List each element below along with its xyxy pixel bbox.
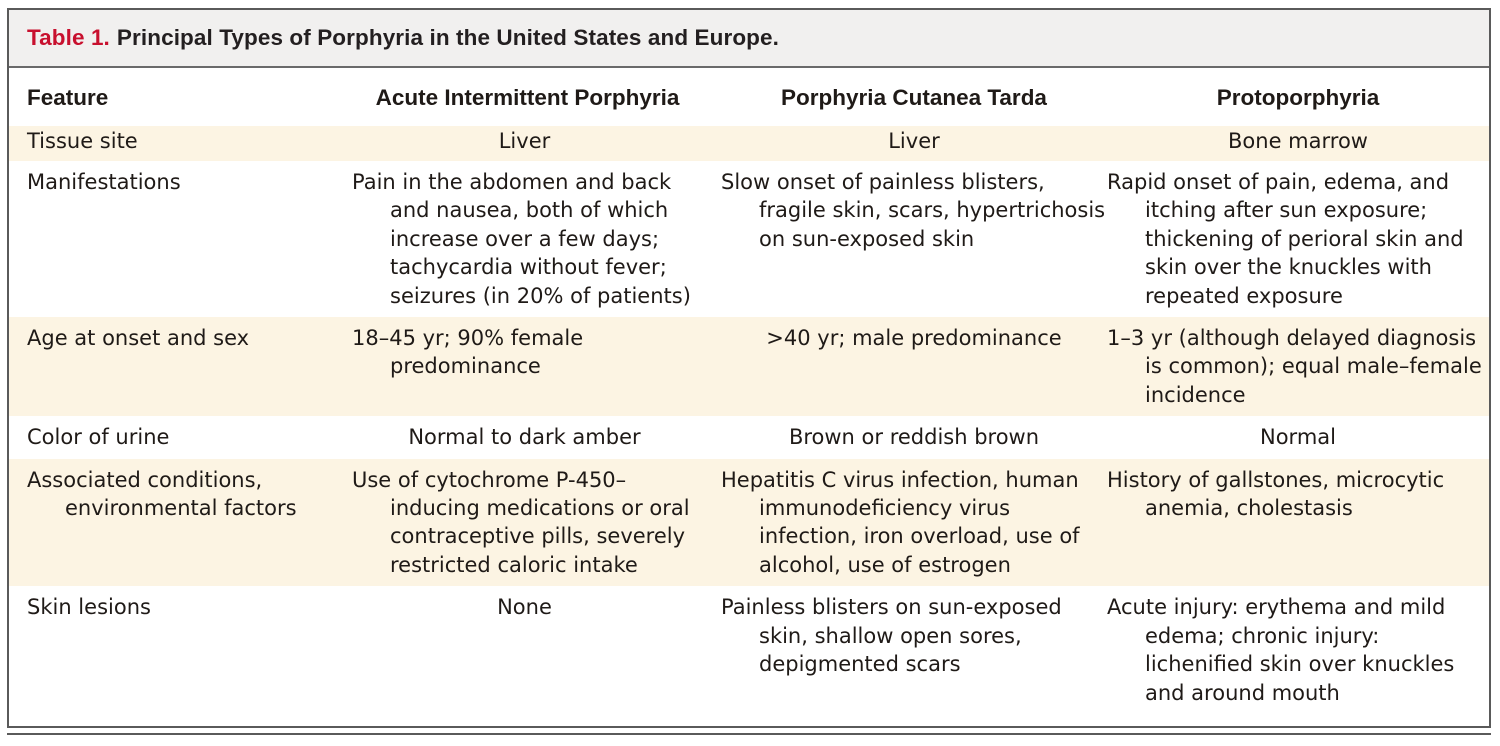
cell-pct: Brown or reddish brown (788, 425, 1040, 450)
cell-pct: Painless blisters on sun-exposed skin, shallow open sores, depigmented scars (721, 595, 1062, 677)
porphyria-table (9, 68, 1489, 714)
cell-pp: 1–3 yr (although delayed diagnosis is common); equal male–female incidence (1107, 317, 1489, 416)
bottom-rule (7, 733, 1491, 735)
header-porphyria-cutanea-tarda: Porphyria Cutanea Tarda (781, 84, 1047, 110)
row-feature: Manifestations (27, 170, 181, 194)
table-caption (9, 10, 1489, 68)
table-row (9, 416, 1489, 458)
header-feature: Feature (27, 84, 109, 110)
cell-pp: Normal (1260, 425, 1336, 450)
cell-aip: None (497, 595, 552, 620)
cell-pct: Hepatitis C virus infection, human immunodeficiency virus infection, iron overload, use of alcohol, use of estrogen (721, 459, 1107, 587)
table-row (9, 459, 1489, 587)
table-row (9, 317, 1489, 416)
cell-pp: Acute injury: erythema and mild edema; chronic injury: lichenified skin over knuckles and around mouth (1107, 595, 1455, 705)
cell-aip: Use of cytochrome P-450–inducing medications or oral contraceptive pills, severely restricted caloric intake (334, 459, 721, 587)
cell-pct: >40 yr; male predominance (721, 317, 1107, 416)
table-row (9, 126, 1489, 161)
cell-pp: History of gallstones, microcytic anemia, cholestasis (1107, 459, 1489, 587)
header-protoporphyria: Protoporphyria (1216, 84, 1380, 110)
table-frame (7, 8, 1491, 728)
cell-aip: Normal to dark amber (408, 425, 641, 450)
row-feature: Associated conditions, environmental factors (9, 459, 334, 587)
row-feature: Skin lesions (27, 595, 151, 620)
cell-pct: Liver (721, 126, 1107, 161)
table-number: Table 1. (27, 25, 110, 50)
table-title: Principal Types of Porphyria in the United States and Europe. (116, 25, 779, 50)
row-feature: Age at onset and sex (9, 317, 334, 416)
cell-pp: Rapid onset of pain, edema, and itching after sun exposure; thickening of perioral skin and skin over the knuckles with repeated exposure (1107, 170, 1464, 308)
cell-pp: Bone marrow (1107, 126, 1489, 161)
cell-aip: Liver (334, 126, 721, 161)
cell-aip: 18–45 yr; 90% female predominance (334, 317, 721, 416)
header-acute-intermittent-porphyria: Acute Intermittent Porphyria (375, 84, 680, 110)
header-row (9, 68, 1489, 126)
cell-pct: Slow onset of painless blisters, fragile skin, scars, hypertrichosis on sun-exposed skin (721, 170, 1106, 251)
row-feature: Tissue site (9, 126, 334, 161)
cell-aip: Pain in the abdomen and back and nausea, both of which increase over a few days; tachycardia without fever; seizures (in 20% of patients) (352, 170, 691, 308)
table-row (9, 586, 1489, 714)
row-feature: Color of urine (27, 425, 170, 450)
table-row (9, 161, 1489, 317)
